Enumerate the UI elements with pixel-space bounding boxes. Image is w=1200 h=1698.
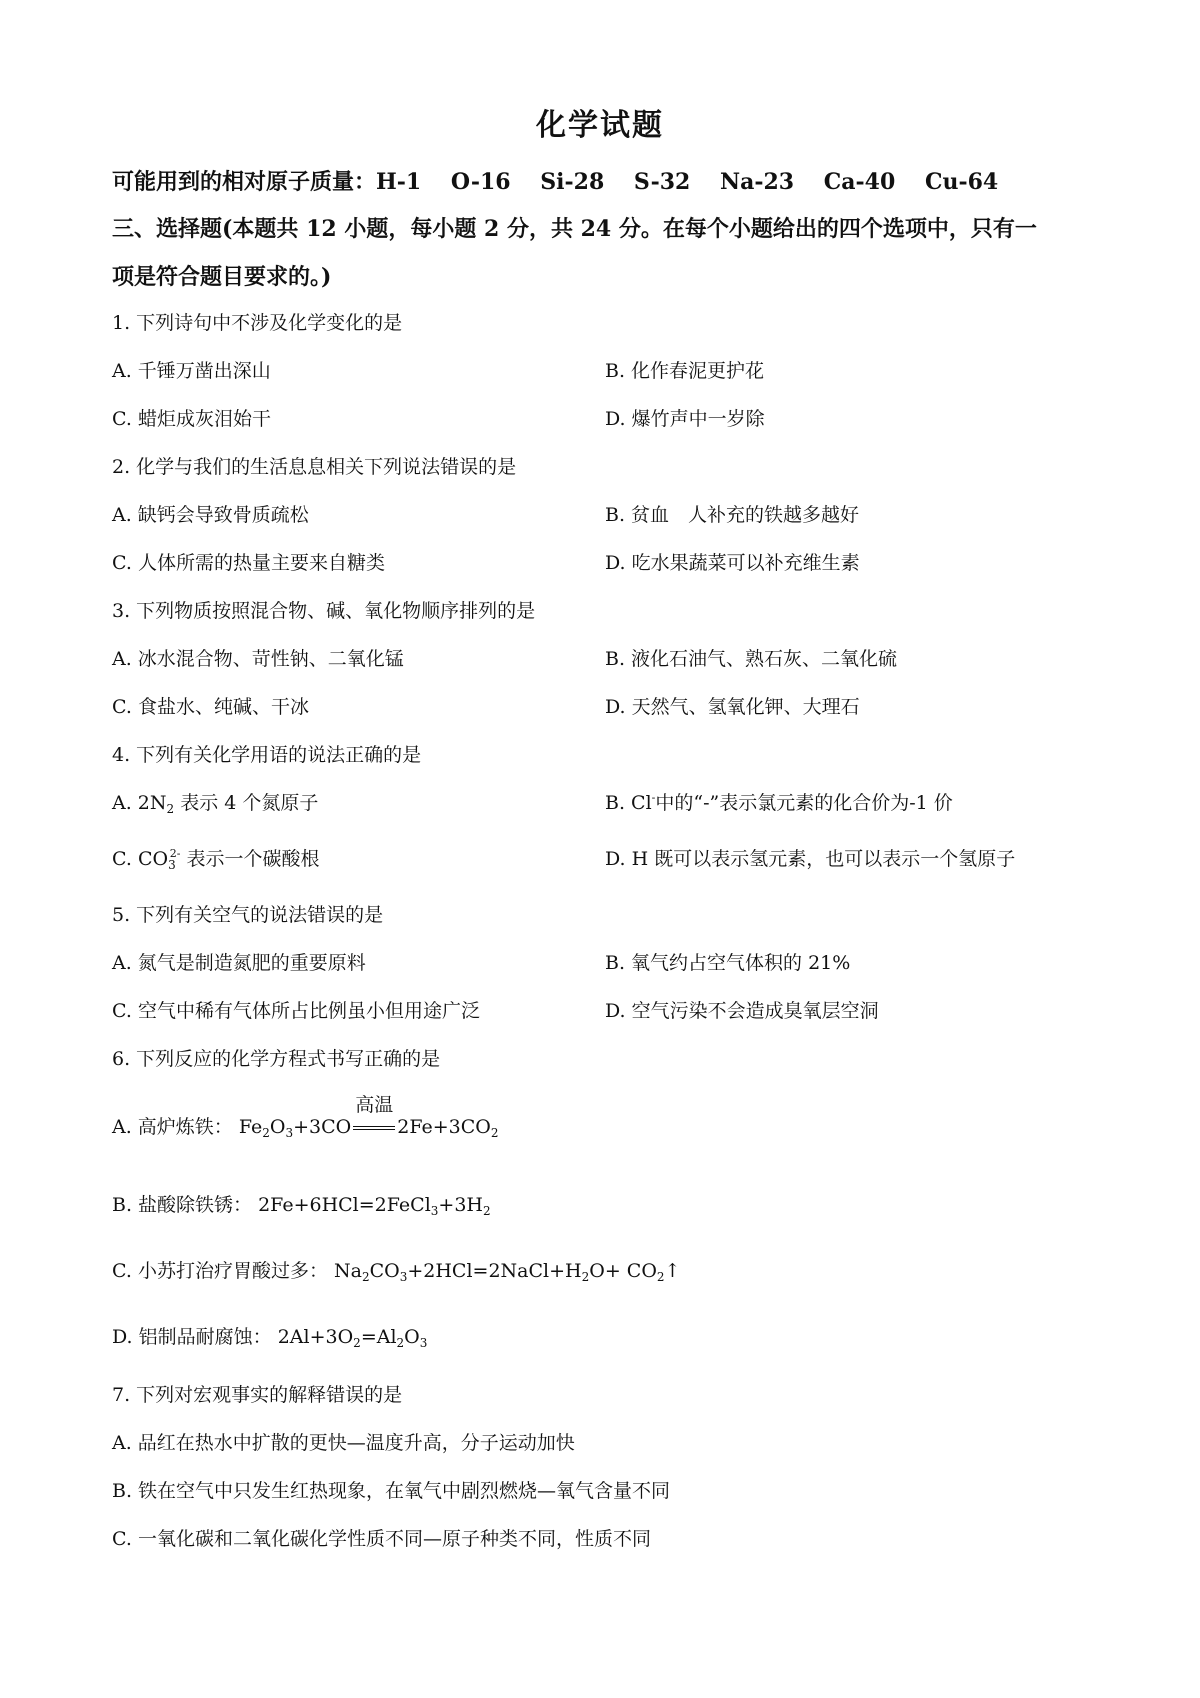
q7-option-b: B. 铁在空气中只发生红热现象，在氧气中剧烈燃烧—氧气含量不同 [112, 1480, 671, 1502]
q1-stem: 1. 下列诗句中不涉及化学变化的是 [112, 312, 403, 334]
q3-stem: 3. 下列物质按照混合物、碱、氧化物顺序排列的是 [112, 600, 536, 622]
q1-option-c: C. 蜡炬成灰泪始干 [112, 408, 271, 430]
q2-option-d: D. 吃水果蔬菜可以补充维生素 [605, 552, 860, 574]
q4-option-b: B. Cl-中的“-”表示氯元素的化合价为-1 价 [605, 791, 953, 814]
q7-option-a: A. 品红在热水中扩散的更快—温度升高，分子运动加快 [112, 1432, 575, 1454]
q6-option-b: B. 盐酸除铁锈： $2Fe+6HCl=2FeCl_3+3H_2$ [112, 1194, 491, 1218]
q5-option-c: C. 空气中稀有气体所占比例虽小但用途广泛 [112, 1000, 480, 1022]
q5-option-d: D. 空气污染不会造成臭氧层空洞 [605, 1000, 879, 1022]
q4-option-c: C. $CO_3^{2-}$ 表示一个碳酸根 [112, 847, 320, 872]
q4-stem: 4. 下列有关化学用语的说法正确的是 [112, 744, 422, 766]
q4-option-d: D. H 既可以表示氢元素，也可以表示一个氢原子 [605, 848, 1016, 870]
q3-option-b: B. 液化石油气、熟石灰、二氧化硫 [605, 648, 898, 670]
q1-option-a: A. 千锤万凿出深山 [112, 360, 271, 382]
q2-option-b: B. 贫血 人补充的铁越多越好 [605, 504, 860, 526]
q1-option-b: B. 化作春泥更护花 [605, 360, 765, 382]
q6-option-a-equation: $Fe_2O_3+3CO$ 高温 $2Fe+3CO_2$ [238, 1094, 499, 1140]
q6-option-a: A. 高炉炼铁： $Fe_2O_3+3CO$ 高温 $2Fe+3CO_2$ [112, 1094, 499, 1140]
q4-option-a: A. $2N_2$ 表示 4 个氮原子 [112, 792, 319, 816]
q2-option-a: A. 缺钙会导致骨质疏松 [112, 504, 309, 526]
q6-option-b-equation: $2Fe+6HCl=2FeCl_3+3H_2$ [258, 1194, 491, 1218]
page-title: 化学试题 [536, 108, 664, 143]
q1-option-d: D. 爆竹声中一岁除 [605, 408, 765, 430]
q3-option-a: A. 冰水混合物、苛性钠、二氧化锰 [112, 648, 404, 670]
section-heading-line2: 项是符合题目要求的。) [112, 264, 332, 290]
q7-stem: 7. 下列对宏观事实的解释错误的是 [112, 1384, 403, 1406]
q6-option-c-equation: $Na_2CO_3+2HCl=2NaCl+H_2O+$ $CO_2↑$ [334, 1260, 681, 1284]
q7-option-c: C. 一氧化碳和二氧化碳化学性质不同—原子种类不同，性质不同 [112, 1528, 651, 1550]
q3-option-c: C. 食盐水、纯碱、干冰 [112, 696, 309, 718]
q6-option-d-equation: $2Al+3O_2=Al_2O_3$ [277, 1326, 428, 1350]
q6-option-d: D. 铝制品耐腐蚀： $2Al+3O_2=Al_2O_3$ [112, 1326, 428, 1350]
atomic-masses: 可能用到的相对原子质量：H-1 O-16 Si-28 S-32 Na-23 Ca-40 Cu-64 [112, 169, 999, 195]
q5-option-a: A. 氮气是制造氮肥的重要原料 [112, 952, 366, 974]
q2-stem: 2. 化学与我们的生活息息相关下列说法错误的是 [112, 456, 517, 478]
q5-stem: 5. 下列有关空气的说法错误的是 [112, 904, 384, 926]
q5-option-b: B. 氧气约占空气体积的 21% [605, 952, 851, 974]
q3-option-d: D. 天然气、氢氧化钾、大理石 [605, 696, 860, 718]
q2-option-c: C. 人体所需的热量主要来自糖类 [112, 552, 385, 574]
q6-option-c: C. 小苏打治疗胃酸过多： $Na_2CO_3+2HCl=2NaCl+H_2O+$ $CO_2↑$ [112, 1260, 681, 1284]
section-heading-line1: 三、选择题(本题共 12 小题，每小题 2 分，共 24 分。在每个小题给出的四个选项中，只有一 [112, 216, 1037, 242]
q6-stem: 6. 下列反应的化学方程式书写正确的是 [112, 1048, 441, 1070]
